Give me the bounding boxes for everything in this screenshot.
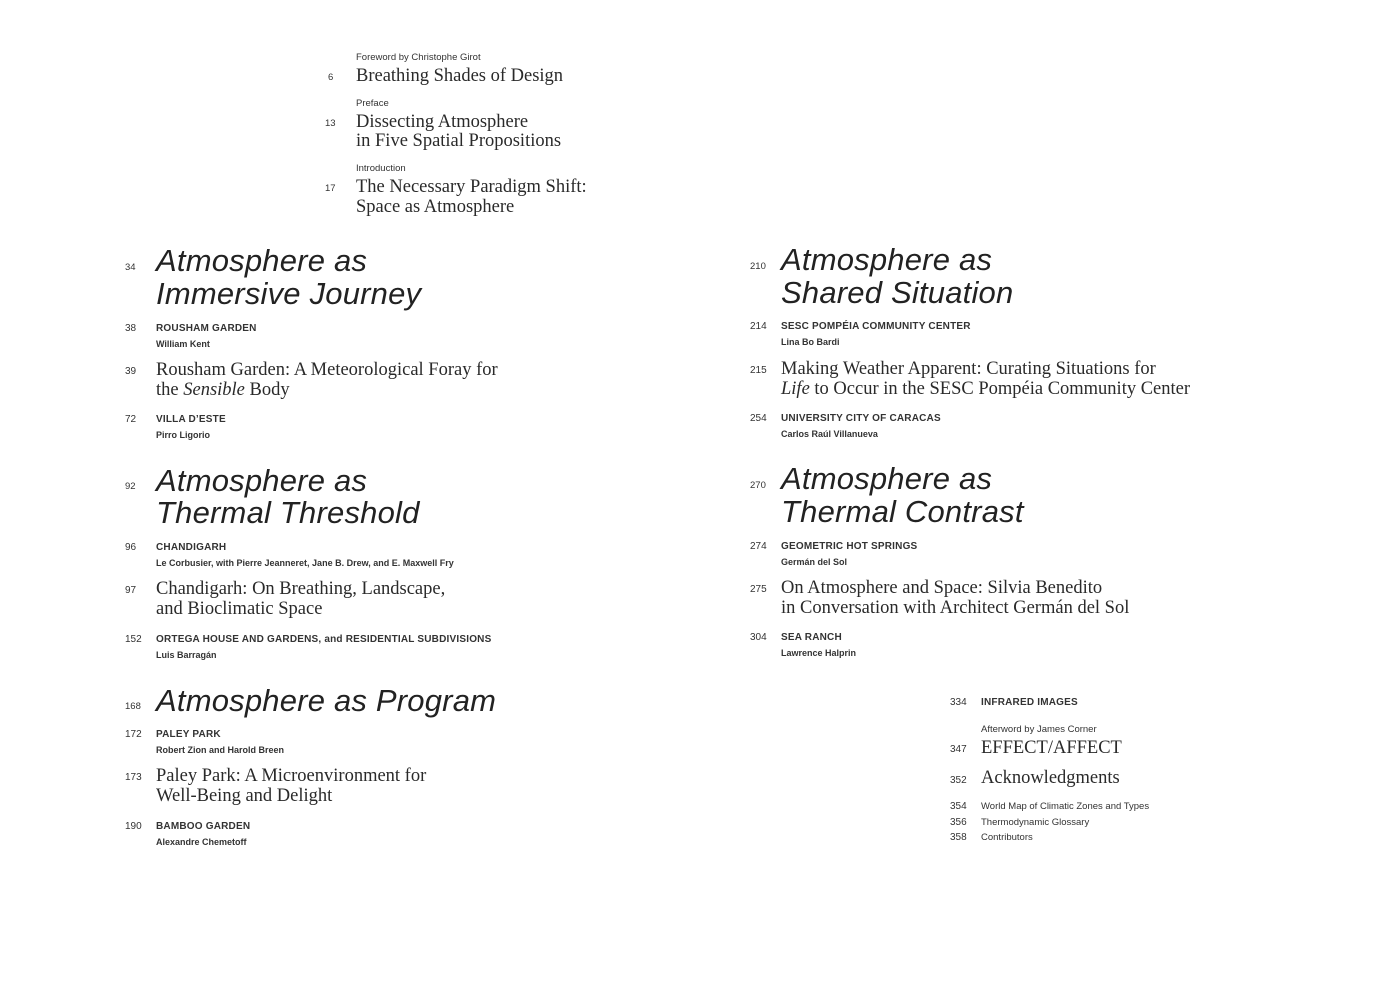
essay-title-line1[interactable]: Rousham Garden: A Meteorological Foray for <box>156 360 498 380</box>
afterword-title[interactable]: EFFECT/AFFECT <box>981 738 1122 758</box>
page-number: 72 <box>125 414 137 425</box>
page-number: 172 <box>125 729 142 740</box>
page-number: 173 <box>125 772 142 783</box>
page-number: 274 <box>750 541 767 552</box>
essay-title-line2[interactable]: Well-Being and Delight <box>156 786 333 806</box>
project-title[interactable]: PALEY PARK <box>156 729 221 740</box>
text: Body <box>244 380 290 400</box>
page-number: 347 <box>950 744 967 755</box>
page-number: 168 <box>125 701 141 712</box>
essay-title-line1[interactable]: Chandigarh: On Breathing, Landscape, <box>156 579 446 599</box>
project-author: Luis Barragán <box>156 650 217 660</box>
preface-title-line2[interactable]: in Five Spatial Propositions <box>356 131 562 151</box>
page-number: 275 <box>750 584 767 595</box>
project-author: Lawrence Halprin <box>781 648 857 658</box>
essay-title-line1[interactable]: On Atmosphere and Space: Silvia Benedito <box>781 578 1103 598</box>
essay-title-line2[interactable]: in Conversation with Architect Germán del Sol <box>781 598 1130 618</box>
page-number: 270 <box>750 480 766 491</box>
page-number: 92 <box>125 481 136 492</box>
project-author: Germán del Sol <box>781 557 848 567</box>
page-number: 6 <box>328 72 334 83</box>
introduction-title-line2[interactable]: Space as Atmosphere <box>356 197 515 217</box>
project-author: Le Corbusier, with Pierre Jeanneret, Jane B. Drew, and E. Maxwell Fry <box>156 558 454 568</box>
text: the <box>156 380 184 400</box>
project-title[interactable]: UNIVERSITY CITY OF CARACAS <box>781 413 941 424</box>
page-number: 334 <box>950 697 967 708</box>
page-number: 39 <box>125 366 137 377</box>
project-title[interactable]: GEOMETRIC HOT SPRINGS <box>781 541 918 552</box>
page-number: 13 <box>325 118 336 129</box>
essay-title-line1[interactable]: Making Weather Apparent: Curating Situations for <box>781 359 1156 379</box>
section-title-line2[interactable]: Immersive Journey <box>156 276 422 311</box>
page-number: 352 <box>950 775 967 786</box>
project-author: Lina Bo Bardi <box>781 337 840 347</box>
project-title[interactable]: VILLA D’ESTE <box>156 414 226 425</box>
essay-title-line2[interactable]: and Bioclimatic Space <box>156 599 323 619</box>
foreword-label: Foreword by Christophe Girot <box>356 52 481 63</box>
project-title[interactable]: CHANDIGARH <box>156 542 227 553</box>
essay-title-line2[interactable] <box>156 380 290 400</box>
page-number: 358 <box>950 832 967 843</box>
section-title-line1[interactable]: Atmosphere as <box>781 461 993 496</box>
project-author: Carlos Raúl Villanueva <box>781 429 878 439</box>
page-number: 96 <box>125 542 137 553</box>
essay-title-line2[interactable] <box>781 379 1190 399</box>
page-number: 210 <box>750 261 766 272</box>
page-number: 34 <box>125 262 136 273</box>
emphasis: Sensible <box>183 380 245 400</box>
appendix-item[interactable]: Thermodynamic Glossary <box>981 817 1090 828</box>
page-number: 215 <box>750 365 767 376</box>
project-title[interactable]: ROUSHAM GARDEN <box>156 323 257 334</box>
section-title-line2[interactable]: Shared Situation <box>781 275 1014 310</box>
project-author: William Kent <box>156 339 210 349</box>
essay-title-line1[interactable]: Paley Park: A Microenvironment for <box>156 766 427 786</box>
section-title-line1[interactable]: Atmosphere as <box>156 463 368 498</box>
section-title[interactable]: Atmosphere as Program <box>156 683 497 718</box>
page-number: 356 <box>950 817 967 828</box>
acknowledgments-title[interactable]: Acknowledgments <box>981 768 1120 788</box>
preface-label: Preface <box>356 98 389 109</box>
section-title-line1[interactable]: Atmosphere as <box>781 242 993 277</box>
afterword-label: Afterword by James Corner <box>981 724 1097 735</box>
page-number: 190 <box>125 821 142 832</box>
section-title-line2[interactable]: Thermal Contrast <box>781 494 1024 529</box>
project-author: Pirro Ligorio <box>156 430 210 440</box>
page-number: 152 <box>125 634 142 645</box>
emphasis: Life <box>781 379 810 399</box>
appendix-item[interactable]: Contributors <box>981 832 1033 843</box>
page-number: 97 <box>125 585 137 596</box>
project-author: Alexandre Chemetoff <box>156 837 247 847</box>
introduction-title-line1[interactable]: The Necessary Paradigm Shift: <box>356 177 587 197</box>
page-number: 17 <box>325 183 336 194</box>
project-title[interactable]: BAMBOO GARDEN <box>156 821 251 832</box>
section-title-line2[interactable]: Thermal Threshold <box>156 495 420 530</box>
project-author: Robert Zion and Harold Breen <box>156 745 285 755</box>
preface-title-line1[interactable]: Dissecting Atmosphere <box>356 112 529 132</box>
appendix-item[interactable]: World Map of Climatic Zones and Types <box>981 801 1150 812</box>
page-number: 354 <box>950 801 967 812</box>
introduction-label: Introduction <box>356 163 406 174</box>
foreword-title[interactable]: Breathing Shades of Design <box>356 66 564 86</box>
infrared-images-title[interactable]: INFRARED IMAGES <box>981 697 1078 708</box>
project-title[interactable]: SESC POMPÉIA COMMUNITY CENTER <box>781 321 971 332</box>
page-number: 304 <box>750 632 767 643</box>
page-number: 214 <box>750 321 767 332</box>
page-number: 254 <box>750 413 767 424</box>
page-number: 38 <box>125 323 137 334</box>
section-title-line1[interactable]: Atmosphere as <box>156 243 368 278</box>
project-title[interactable]: ORTEGA HOUSE AND GARDENS, and RESIDENTIAL SUBDIVISIONS <box>156 634 492 645</box>
text: to Occur in the SESC Pompéia Community Center <box>809 379 1191 399</box>
project-title[interactable]: SEA RANCH <box>781 632 842 643</box>
